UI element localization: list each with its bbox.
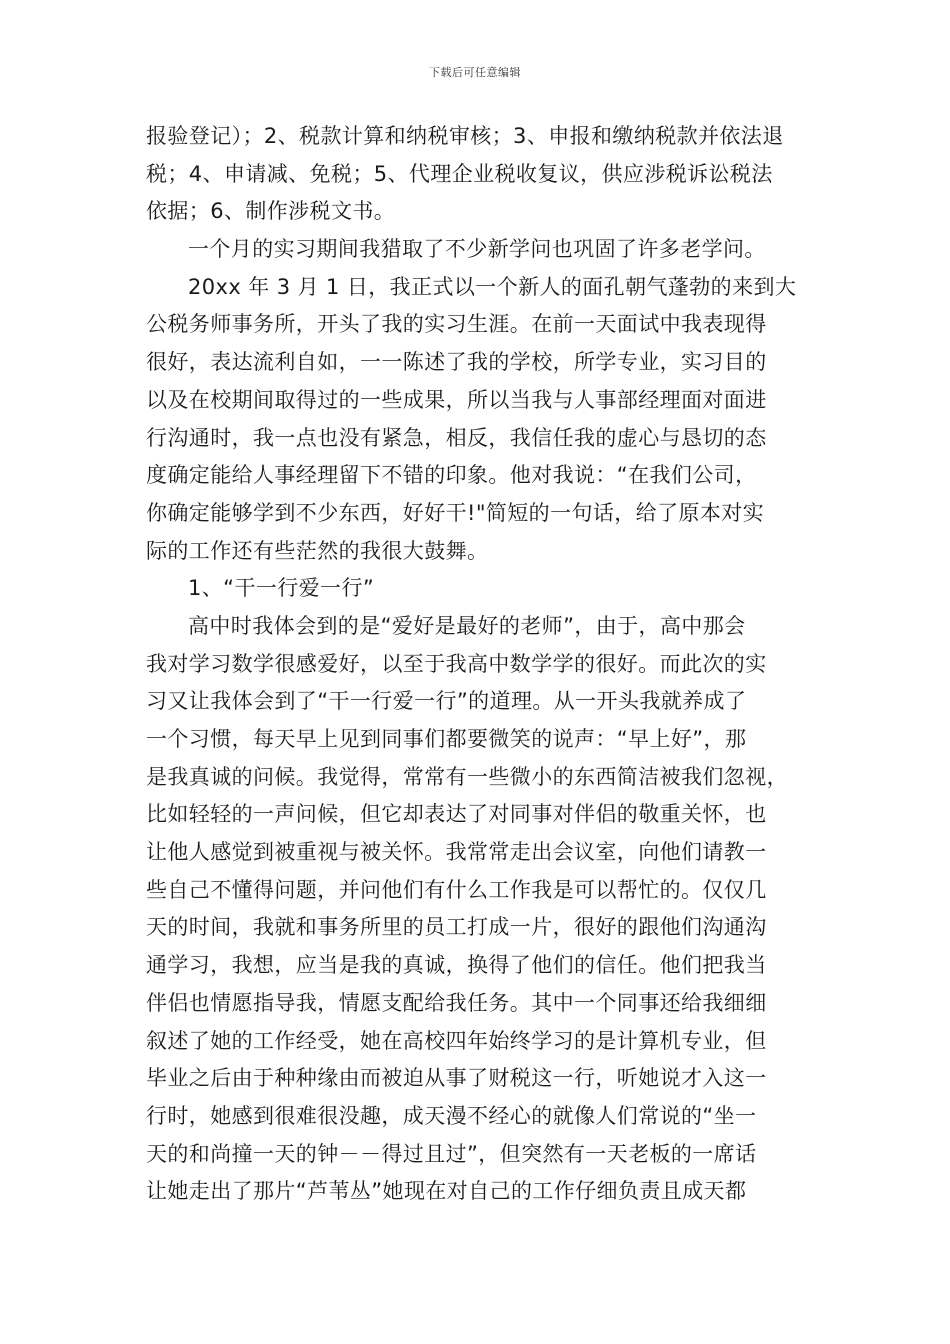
text-line: 行沟通时，我一点也没有紧急，相反，我信任我的虚心与恳切的态	[146, 425, 767, 450]
text-line: 高中时我体会到的是“爱好是最好的老师”，由于，高中那会	[188, 613, 746, 638]
text-line: 报验登记）；2、税款计算和纳税审核；3、申报和缴纳税款并依法退	[146, 124, 784, 148]
text-line: 让他人感觉到被重视与被关怀。我常常走出会议室，向他们请教一	[146, 840, 767, 865]
text-line: 天的和尚撞一天的钟－－得过且过”，但突然有一天老板的一席话	[146, 1141, 757, 1166]
page-header-note: 下载后可任意编辑	[429, 66, 521, 79]
text-line: 让她走出了那片“芦苇丛”她现在对自己的工作仔细负责且成天都	[146, 1179, 747, 1204]
text-line: 1、“干一行爱一行”	[188, 576, 375, 601]
text-line: 你确定能够学到不少东西，好好干!"简短的一句话，给了原本对实	[146, 500, 765, 525]
text-line: 以及在校期间取得过的一些成果，所以当我与人事部经理面对面进	[146, 387, 767, 412]
text-line: 是我真诚的问候。我觉得，常常有一些微小的东西简洁被我们忽视，	[146, 764, 788, 789]
text-line: 行时，她感到很难很没趣，成天漫不经心的就像人们常说的“坐一	[146, 1103, 757, 1128]
text-line: 际的工作还有些茫然的我很大鼓舞。	[146, 538, 489, 563]
text-line: 些自己不懂得问题，并问他们有什么工作我是可以帮忙的。仅仅几	[146, 877, 767, 902]
text-line: 天的时间，我就和事务所里的员工打成一片，很好的跟他们沟通沟	[146, 915, 767, 940]
text-line: 很好，表达流利自如，一一陈述了我的学校，所学专业，实习目的	[146, 350, 767, 375]
text-line: 我对学习数学很感爱好，以至于我高中数学学的很好。而此次的实	[146, 651, 767, 676]
text-line: 税；4、申请减、免税；5、代理企业税收复议，供应涉税诉讼税法	[146, 161, 773, 186]
text-line: 习又让我体会到了“干一行爱一行”的道理。从一开头我就养成了	[146, 689, 747, 714]
text-line: 一个月的实习期间我猎取了不少新学问也巩固了许多老学问。	[188, 237, 766, 262]
text-line: 伴侣也情愿指导我，情愿支配给我任务。其中一个同事还给我细细	[146, 990, 767, 1015]
document-body	[146, 118, 818, 1211]
text-line: 公税务师事务所，开头了我的实习生涯。在前一天面试中我表现得	[146, 312, 767, 337]
text-line: 20xx 年 3 月 1 日，我正式以一个新人的面孔朝气蓬勃的来到大	[188, 274, 797, 299]
text-line: 比如轻轻的一声问候，但它却表达了对同事对伴侣的敬重关怀，也	[146, 802, 767, 827]
text-line: 通学习，我想，应当是我的真诚，换得了他们的信任。他们把我当	[146, 953, 767, 978]
text-line: 毕业之后由于种种缘由而被迫从事了财税这一行，听她说才入这一	[146, 1066, 767, 1091]
text-line: 度确定能给人事经理留下不错的印象。他对我说：“在我们公司，	[146, 463, 757, 488]
text-line: 依据；6、制作涉税文书。	[146, 199, 396, 224]
text-line: 一个习惯，每天早上见到同事们都要微笑的说声：“早上好”，那	[146, 727, 747, 751]
text-line: 叙述了她的工作经受，她在高校四年始终学习的是计算机专业，但	[146, 1028, 767, 1053]
